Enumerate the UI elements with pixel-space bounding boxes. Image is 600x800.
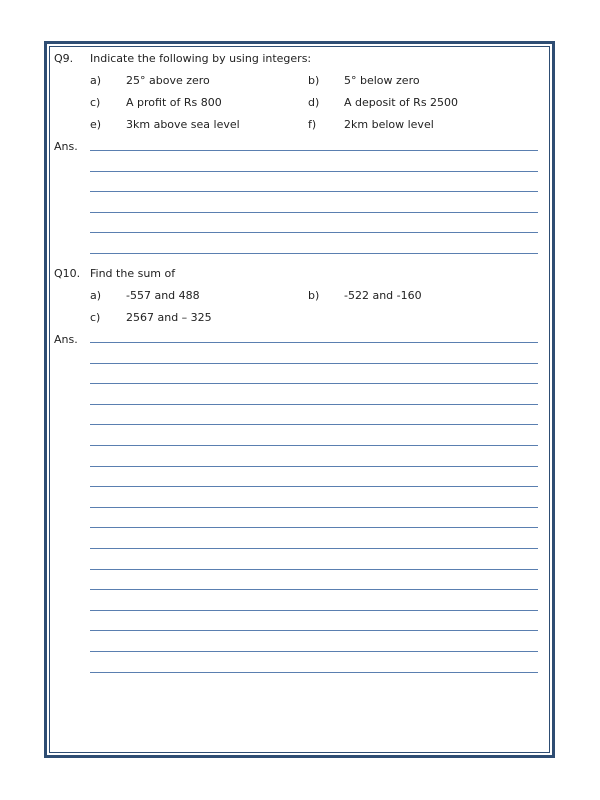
q9-item-c-label: c) bbox=[90, 96, 101, 109]
answer-line bbox=[90, 610, 538, 611]
answer-line bbox=[90, 672, 538, 673]
q9-item-f-label: f) bbox=[308, 118, 317, 131]
q9-answer-label: Ans. bbox=[54, 140, 78, 153]
answer-line bbox=[90, 466, 538, 467]
answer-line bbox=[90, 569, 538, 570]
answer-line bbox=[90, 404, 538, 405]
answer-line bbox=[90, 589, 538, 590]
q10-number: Q10. bbox=[54, 267, 81, 280]
q9-item-b-label: b) bbox=[308, 74, 320, 87]
answer-line bbox=[90, 486, 538, 487]
q9-item-a-label: a) bbox=[90, 74, 102, 87]
answer-line bbox=[90, 363, 538, 364]
answer-line bbox=[90, 171, 538, 172]
q9-item-c-text: A profit of Rs 800 bbox=[126, 96, 222, 109]
q10-item-c-text: 2567 and – 325 bbox=[126, 311, 212, 324]
q9-item-d-text: A deposit of Rs 2500 bbox=[344, 96, 459, 109]
answer-line bbox=[90, 507, 538, 508]
q9-number: Q9. bbox=[54, 52, 74, 65]
q10-item-a-label: a) bbox=[90, 289, 102, 302]
answer-line bbox=[90, 527, 538, 528]
answer-line bbox=[90, 191, 538, 192]
q10-item-b-label: b) bbox=[308, 289, 320, 302]
q10-item-c-label: c) bbox=[90, 311, 101, 324]
answer-line bbox=[90, 445, 538, 446]
q9-item-f-text: 2km below level bbox=[344, 118, 434, 131]
answer-line bbox=[90, 253, 538, 254]
q10-prompt: Find the sum of bbox=[90, 267, 176, 280]
answer-line bbox=[90, 212, 538, 213]
answer-line bbox=[90, 651, 538, 652]
answer-line bbox=[90, 383, 538, 384]
answer-line bbox=[90, 150, 538, 151]
q9-prompt: Indicate the following by using integers: bbox=[90, 52, 312, 65]
page-border-inner bbox=[49, 46, 550, 753]
answer-line bbox=[90, 630, 538, 631]
answer-line bbox=[90, 548, 538, 549]
answer-line bbox=[90, 232, 538, 233]
answer-line bbox=[90, 342, 538, 343]
q10-item-a-text: -557 and 488 bbox=[126, 289, 200, 302]
q9-item-b-text: 5° below zero bbox=[344, 74, 420, 87]
q9-item-e-text: 3km above sea level bbox=[126, 118, 240, 131]
q9-item-d-label: d) bbox=[308, 96, 320, 109]
q9-item-a-text: 25° above zero bbox=[126, 74, 210, 87]
q10-answer-label: Ans. bbox=[54, 333, 78, 346]
q10-item-b-text: -522 and -160 bbox=[344, 289, 422, 302]
q9-item-e-label: e) bbox=[90, 118, 102, 131]
answer-line bbox=[90, 424, 538, 425]
